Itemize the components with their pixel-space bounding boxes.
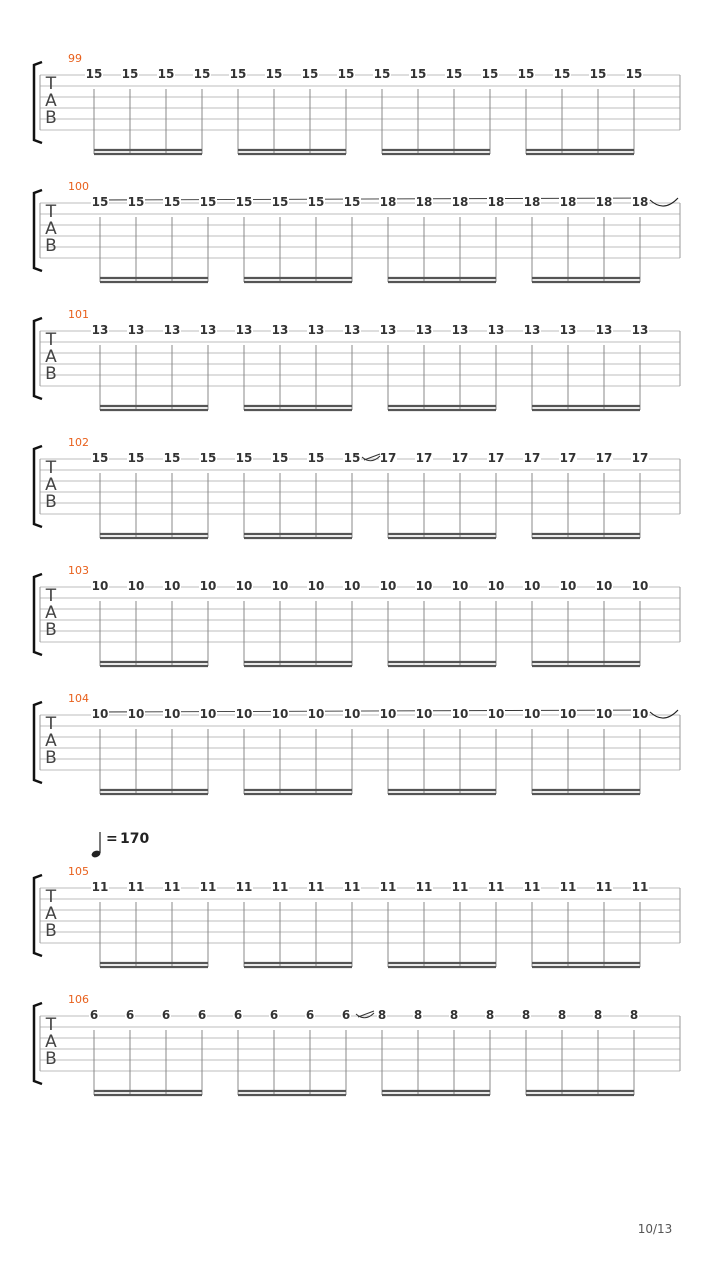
fret-number: 10	[271, 707, 289, 721]
fret-number: 10	[415, 579, 433, 593]
fret-number: 11	[379, 880, 397, 894]
fret-number: 15	[127, 195, 145, 209]
tie-curve	[650, 198, 678, 206]
fret-number: 15	[589, 67, 607, 81]
tab-clef-letter: A	[45, 1032, 57, 1052]
fret-number: 10	[631, 579, 649, 593]
system-bracket	[34, 446, 42, 527]
fret-number: 13	[595, 323, 613, 337]
fret-number: 17	[523, 451, 541, 465]
tab-clef-letter: B	[45, 492, 57, 512]
fret-number: 15	[271, 195, 289, 209]
tab-system-104	[34, 692, 680, 794]
fret-number: 15	[625, 67, 643, 81]
fret-number: 13	[199, 323, 217, 337]
fret-number: 10	[415, 707, 433, 721]
fret-number: 10	[379, 707, 397, 721]
fret-number: 11	[91, 880, 109, 894]
fret-number: 6	[89, 1008, 99, 1022]
fret-number: 6	[341, 1008, 351, 1022]
fret-number: 18	[631, 195, 649, 209]
fret-number: 10	[379, 579, 397, 593]
tie-curve	[650, 710, 678, 718]
tab-system-102	[34, 436, 680, 538]
fret-number: 10	[235, 579, 253, 593]
fret-number: 15	[157, 67, 175, 81]
fret-number: 15	[373, 67, 391, 81]
fret-number: 13	[163, 323, 181, 337]
fret-number: 11	[199, 880, 217, 894]
system-bracket	[34, 318, 42, 399]
fret-number: 10	[487, 579, 505, 593]
bar-number: 104	[68, 692, 89, 705]
system-bracket	[34, 574, 42, 655]
fret-number: 6	[305, 1008, 315, 1022]
tempo-equals: =	[106, 831, 118, 847]
tab-clef-letter: B	[45, 620, 57, 640]
fret-number: 15	[85, 67, 103, 81]
fret-number: 18	[595, 195, 613, 209]
page-number: 10/13	[637, 1222, 673, 1236]
bar-number: 101	[68, 308, 89, 321]
fret-number: 10	[199, 579, 217, 593]
fret-number: 10	[559, 579, 577, 593]
fret-number: 13	[271, 323, 289, 337]
fret-number: 10	[127, 707, 145, 721]
fret-number: 10	[343, 707, 361, 721]
fret-number: 15	[199, 451, 217, 465]
tab-system-105	[34, 865, 680, 967]
fret-number: 15	[307, 195, 325, 209]
fret-number: 11	[307, 880, 325, 894]
fret-number: 11	[523, 880, 541, 894]
fret-number: 15	[337, 67, 355, 81]
system-bracket	[34, 702, 42, 783]
fret-number: 13	[487, 323, 505, 337]
fret-number: 15	[127, 451, 145, 465]
tab-system-100	[34, 180, 680, 282]
fret-number: 13	[127, 323, 145, 337]
fret-number: 11	[343, 880, 361, 894]
tab-clef-letter: B	[45, 748, 57, 768]
fret-number: 11	[271, 880, 289, 894]
fret-number: 15	[553, 67, 571, 81]
fret-number: 13	[307, 323, 325, 337]
fret-number: 17	[415, 451, 433, 465]
fret-number: 10	[595, 707, 613, 721]
fret-number: 11	[487, 880, 505, 894]
tab-system-106	[34, 993, 680, 1095]
fret-number: 11	[451, 880, 469, 894]
tab-system-101	[34, 308, 680, 410]
fret-number: 15	[265, 67, 283, 81]
fret-number: 11	[559, 880, 577, 894]
fret-number: 15	[271, 451, 289, 465]
fret-number: 10	[307, 707, 325, 721]
tab-clef-letter: B	[45, 1049, 57, 1069]
fret-number: 10	[451, 579, 469, 593]
tab-clef-letter: T	[45, 1015, 57, 1035]
tab-clef-letter: A	[45, 347, 57, 367]
bar-number: 106	[68, 993, 89, 1006]
fret-number: 15	[235, 195, 253, 209]
fret-number: 15	[163, 195, 181, 209]
fret-number: 6	[125, 1008, 135, 1022]
fret-number: 17	[631, 451, 649, 465]
fret-number: 13	[451, 323, 469, 337]
fret-number: 15	[121, 67, 139, 81]
bar-number: 99	[68, 52, 82, 65]
fret-number: 13	[91, 323, 109, 337]
tab-clef-letter: T	[45, 458, 57, 478]
fret-number: 17	[487, 451, 505, 465]
fret-number: 10	[235, 707, 253, 721]
fret-number: 18	[523, 195, 541, 209]
system-bracket	[34, 62, 42, 143]
fret-number: 10	[307, 579, 325, 593]
fret-number: 11	[415, 880, 433, 894]
fret-number: 15	[517, 67, 535, 81]
fret-number: 13	[559, 323, 577, 337]
tab-clef-letter: T	[45, 330, 57, 350]
fret-number: 18	[559, 195, 577, 209]
fret-number: 13	[523, 323, 541, 337]
fret-number: 6	[161, 1008, 171, 1022]
fret-number: 11	[631, 880, 649, 894]
tab-clef-letter: T	[45, 887, 57, 907]
fret-number: 18	[415, 195, 433, 209]
fret-number: 15	[301, 67, 319, 81]
fret-number: 17	[379, 451, 397, 465]
tab-system-103	[34, 564, 680, 666]
fret-number: 18	[487, 195, 505, 209]
tab-clef-letter: T	[45, 714, 57, 734]
fret-number: 15	[409, 67, 427, 81]
fret-number: 10	[163, 579, 181, 593]
fret-number: 15	[235, 451, 253, 465]
fret-number: 13	[343, 323, 361, 337]
tab-clef-letter: T	[45, 74, 57, 94]
fret-number: 13	[379, 323, 397, 337]
fret-number: 10	[127, 579, 145, 593]
tab-clef-letter: A	[45, 904, 57, 924]
fret-number: 17	[595, 451, 613, 465]
fret-number: 6	[197, 1008, 207, 1022]
fret-number: 8	[593, 1008, 603, 1022]
fret-number: 18	[379, 195, 397, 209]
fret-number: 10	[559, 707, 577, 721]
fret-number: 8	[377, 1008, 387, 1022]
tab-clef-letter: A	[45, 219, 57, 239]
fret-number: 6	[233, 1008, 243, 1022]
fret-number: 8	[485, 1008, 495, 1022]
fret-number: 10	[163, 707, 181, 721]
fret-number: 15	[91, 195, 109, 209]
tab-clef-letter: T	[45, 586, 57, 606]
fret-number: 17	[451, 451, 469, 465]
fret-number: 15	[163, 451, 181, 465]
fret-number: 10	[523, 707, 541, 721]
tab-clef-letter: A	[45, 731, 57, 751]
fret-number: 8	[629, 1008, 639, 1022]
fret-number: 11	[235, 880, 253, 894]
fret-number: 10	[91, 579, 109, 593]
fret-number: 15	[343, 195, 361, 209]
tab-system-99	[34, 52, 680, 154]
fret-number: 13	[415, 323, 433, 337]
fret-number: 10	[91, 707, 109, 721]
fret-number: 18	[451, 195, 469, 209]
fret-number: 15	[199, 195, 217, 209]
bar-number: 102	[68, 436, 89, 449]
fret-number: 15	[91, 451, 109, 465]
tab-clef-letter: B	[45, 236, 57, 256]
fret-number: 13	[235, 323, 253, 337]
system-bracket	[34, 875, 42, 956]
fret-number: 6	[269, 1008, 279, 1022]
bar-number: 100	[68, 180, 89, 193]
fret-number: 11	[163, 880, 181, 894]
fret-number: 10	[451, 707, 469, 721]
fret-number: 15	[445, 67, 463, 81]
system-bracket	[34, 1003, 42, 1084]
fret-number: 10	[487, 707, 505, 721]
fret-number: 8	[521, 1008, 531, 1022]
fret-number: 17	[559, 451, 577, 465]
tab-clef-letter: A	[45, 603, 57, 623]
fret-number: 15	[229, 67, 247, 81]
bar-number: 105	[68, 865, 89, 878]
fret-number: 8	[557, 1008, 567, 1022]
bar-number: 103	[68, 564, 89, 577]
tab-clef-letter: B	[45, 108, 57, 128]
fret-number: 15	[481, 67, 499, 81]
fret-number: 15	[343, 451, 361, 465]
fret-number: 10	[631, 707, 649, 721]
fret-number: 15	[193, 67, 211, 81]
fret-number: 15	[307, 451, 325, 465]
fret-number: 11	[127, 880, 145, 894]
fret-number: 11	[595, 880, 613, 894]
fret-number: 10	[523, 579, 541, 593]
fret-number: 10	[271, 579, 289, 593]
system-bracket	[34, 190, 42, 271]
fret-number: 10	[595, 579, 613, 593]
fret-number: 10	[199, 707, 217, 721]
tab-clef-letter: A	[45, 91, 57, 111]
tab-clef-letter: A	[45, 475, 57, 495]
tab-clef-letter: B	[45, 364, 57, 384]
fret-number: 8	[413, 1008, 423, 1022]
tab-clef-letter: B	[45, 921, 57, 941]
tab-clef-letter: T	[45, 202, 57, 222]
fret-number: 10	[343, 579, 361, 593]
fret-number: 13	[631, 323, 649, 337]
fret-number: 8	[449, 1008, 459, 1022]
tempo-bpm: 170	[120, 831, 150, 847]
tempo-marking	[91, 831, 150, 859]
